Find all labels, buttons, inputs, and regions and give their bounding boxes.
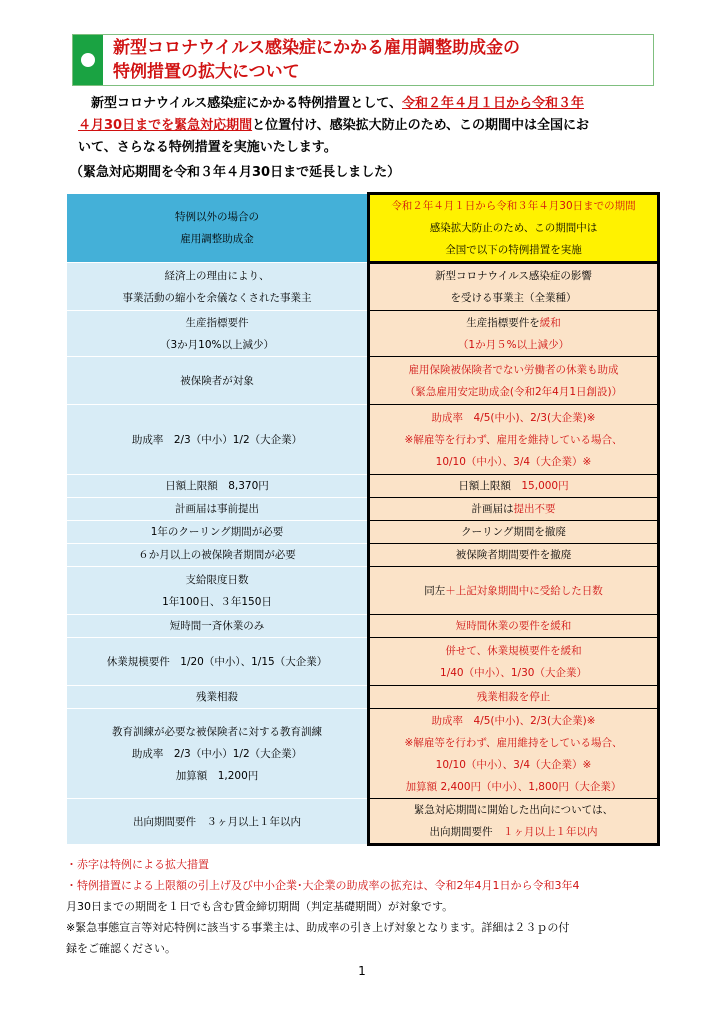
comparison-table <box>66 192 660 846</box>
page-title <box>113 36 647 84</box>
header-standard: 特例以外の場合の 雇用調整助成金 <box>67 194 369 263</box>
emergency-period-end: ４月30日までを緊急対応期間 <box>78 118 253 133</box>
footnote-red-text: ・赤字は特例による拡大措置 <box>66 858 209 871</box>
table-row: 支給限度日数 1年100日、３年150日 同左＋上記対象期間中に受給した日数 <box>67 567 659 615</box>
bullet-circle-icon <box>81 53 95 67</box>
extension-note: （緊急対応期間を令和３年４月30日まで延長しました） <box>70 165 401 180</box>
header-special: 令和２年４月１日から令和３年４月30日までの期間 感染拡大防止のため、この期間中は 全国で以下の特例措置を実施 <box>369 194 659 263</box>
table-row: 出向期間要件 ３ヶ月以上１年以内 緊急対応期間に開始した出向については、 出向期間要件 １ヶ月以上１年以内 <box>67 799 659 845</box>
table-header-row <box>67 194 659 263</box>
table-row: 生産指標要件 （3か月10%以上減少） 生産指標要件を緩和 （1か月５%以上減少） <box>67 311 659 357</box>
emergency-period-start: 令和２年４月１日から令和３年 <box>401 96 584 111</box>
table-row: 残業相殺 残業相殺を停止 <box>67 686 659 709</box>
table-row: 経済上の理由により、 事業活動の縮小を余儀なくされた事業主 新型コロナウイルス感染症の影響 を受ける事業主（全業種） <box>67 263 659 311</box>
table-row: 1年のクーリング期間が必要 クーリング期間を撤廃 <box>67 521 659 544</box>
footnote-emergency: ※緊急事態宣言等対応特例に該当する事業主は、助成率の引き上げ対象となります。詳細は２３ｐの付 <box>66 921 570 934</box>
footnotes: ・赤字は特例による拡大措置 ・特例措置による上限額の引上げ及び中小企業･大企業の助成率の拡充は、令和2年4月1日から令和3年4 月30日までの期間を１日でも含む賃金締切期間（判定基礎期間）が対象です。 ※緊急事態宣言等対応特例に該当する事業主は、助成率の引き上げ対象となります。詳細は２３ｐの付 録をご確認ください。 <box>66 854 666 959</box>
title-box <box>72 34 654 86</box>
table-row: 日額上限額 8,370円 日額上限額 15,000円 <box>67 475 659 498</box>
table-row: 休業規模要件 1/20（中小）、1/15（大企業） 併せて、休業規模要件を緩和 1/40（中小）、1/30（大企業） <box>67 638 659 686</box>
title-line-2: 特例措置の拡大について <box>113 62 300 82</box>
table-row: 助成率 2/3（中小）1/2（大企業） 助成率 4/5(中小)、2/3(大企業)※ ※解雇等を行わず、雇用を維持している場合、 10/10（中小）、3/4（大企業）※ <box>67 405 659 475</box>
table-row: 教育訓練が必要な被保険者に対する教育訓練 助成率 2/3（中小）1/2（大企業） 加算額 1,200円 助成率 4/5(中小)、2/3(大企業)※ ※解雇等を行わず、雇用維持をしている場合、 10/10（中小）、3/4（大企業）※ 加算額 2,400円（中小）、1,800円（大企業） <box>67 709 659 799</box>
title-accent-bar <box>73 35 103 85</box>
page-number: 1 <box>358 964 366 978</box>
table-row: 短時間一斉休業のみ 短時間休業の要件を緩和 <box>67 615 659 638</box>
intro-paragraph: 新型コロナウイルス感染症にかかる特例措置として、令和２年４月１日から令和３年 ４月30日までを緊急対応期間と位置付け、感染拡大防止のため、この期間中は全国にお いて、さらなる特例措置を実施いたします。 <box>78 96 590 155</box>
table-row: ６か月以上の被保険者期間が必要 被保険者期間要件を撤廃 <box>67 544 659 567</box>
title-line-1: 新型コロナウイルス感染症にかかる雇用調整助成金の <box>113 38 520 58</box>
footnote-rate: ・特例措置による上限額の引上げ及び中小企業･大企業の助成率の拡充は、令和2年4月1日から令和3年4 <box>66 879 580 892</box>
table-row: 計画届は事前提出 計画届は提出不要 <box>67 498 659 521</box>
table-row: 被保険者が対象 雇用保険被保険者でない労働者の休業も助成 （緊急雇用安定助成金(令和2年4月1日創設)） <box>67 357 659 405</box>
